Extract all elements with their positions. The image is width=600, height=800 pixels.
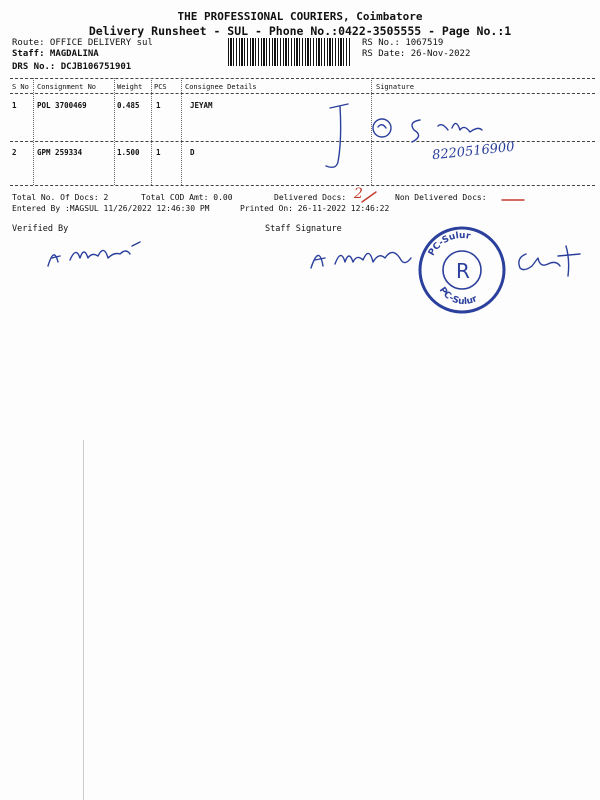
non-delivered-docs-label: Non Delivered Docs: (395, 193, 487, 202)
staff-label: Staff: MAGDALINA (12, 49, 99, 59)
delivered-tick-mark (352, 190, 378, 204)
svg-text:PC-Sulur (427, 231, 472, 258)
rs-date: RS Date: 26-Nov-2022 (362, 49, 471, 59)
drs-number: DRS No.: DCJB106751901 (12, 62, 132, 72)
handwritten-signature (320, 100, 500, 175)
row-consignment: POL 3700469 (37, 101, 87, 110)
printed-on: Printed On: 26-11-2022 12:46:22 (240, 204, 390, 213)
column-header-weight: Weight (117, 83, 143, 91)
runsheet-subtitle: Delivery Runsheet - SUL - Phone No.:0422-3505555 - Page No.:1 (88, 24, 512, 38)
row-pcs: 1 (156, 148, 161, 157)
route-label: Route: OFFICE DELIVERY sul (12, 38, 153, 48)
stamp-top-text: PC-Sulur (426, 230, 472, 258)
column-header-consignee: Consignee Details (185, 83, 257, 91)
table-bottom-rule (10, 185, 595, 186)
column-divider (114, 78, 115, 185)
table-header-rule (10, 93, 595, 94)
stamp-scribble (512, 240, 587, 280)
rs-number: RS No.: 1067519 (362, 38, 444, 48)
staff-signature (305, 236, 415, 278)
delivered-docs-label: Delivered Docs: (274, 193, 347, 202)
row-sno: 1 (12, 101, 17, 110)
delivered-docs-count: 2 (354, 186, 363, 202)
row-consignment: GPM 259334 (37, 148, 83, 157)
company-name: THE PROFESSIONAL COURIERS, Coimbatore (177, 10, 423, 23)
column-header-pcs: PCS (154, 83, 167, 91)
column-divider (33, 78, 34, 185)
verifier-signature (40, 232, 150, 274)
barcode (228, 38, 351, 66)
post-office-stamp (416, 224, 508, 316)
row-weight: 1.500 (117, 148, 140, 157)
verified-by-label: Verified By (12, 224, 69, 234)
scan-artifact-line (83, 440, 84, 800)
column-header-sno: S No (12, 83, 29, 91)
total-cod: Total COD Amt: 0.00 (141, 193, 233, 202)
row-weight: 0.485 (117, 101, 140, 110)
column-divider (151, 78, 152, 185)
stamp-side-text: PC-Sulur (436, 285, 479, 308)
table-top-rule (10, 78, 595, 79)
stamp-center-text: R (456, 259, 470, 283)
total-docs: Total No. Of Docs: 2 (12, 193, 109, 202)
column-header-consignment: Consignment No (37, 83, 97, 91)
non-delivered-dash-mark (500, 196, 526, 204)
column-header-signature: Signature (376, 83, 414, 91)
column-divider (181, 78, 182, 185)
handwritten-phone: 8220516900 (431, 139, 516, 164)
entered-by: Entered By :MAGSUL 11/26/2022 12:46:30 PM (12, 204, 210, 213)
staff-signature-label: Staff Signature (265, 224, 342, 234)
row-pcs: 1 (156, 101, 161, 110)
row-consignee: D (190, 148, 195, 157)
row-consignee: JEYAM (190, 101, 213, 110)
row-sno: 2 (12, 148, 17, 157)
